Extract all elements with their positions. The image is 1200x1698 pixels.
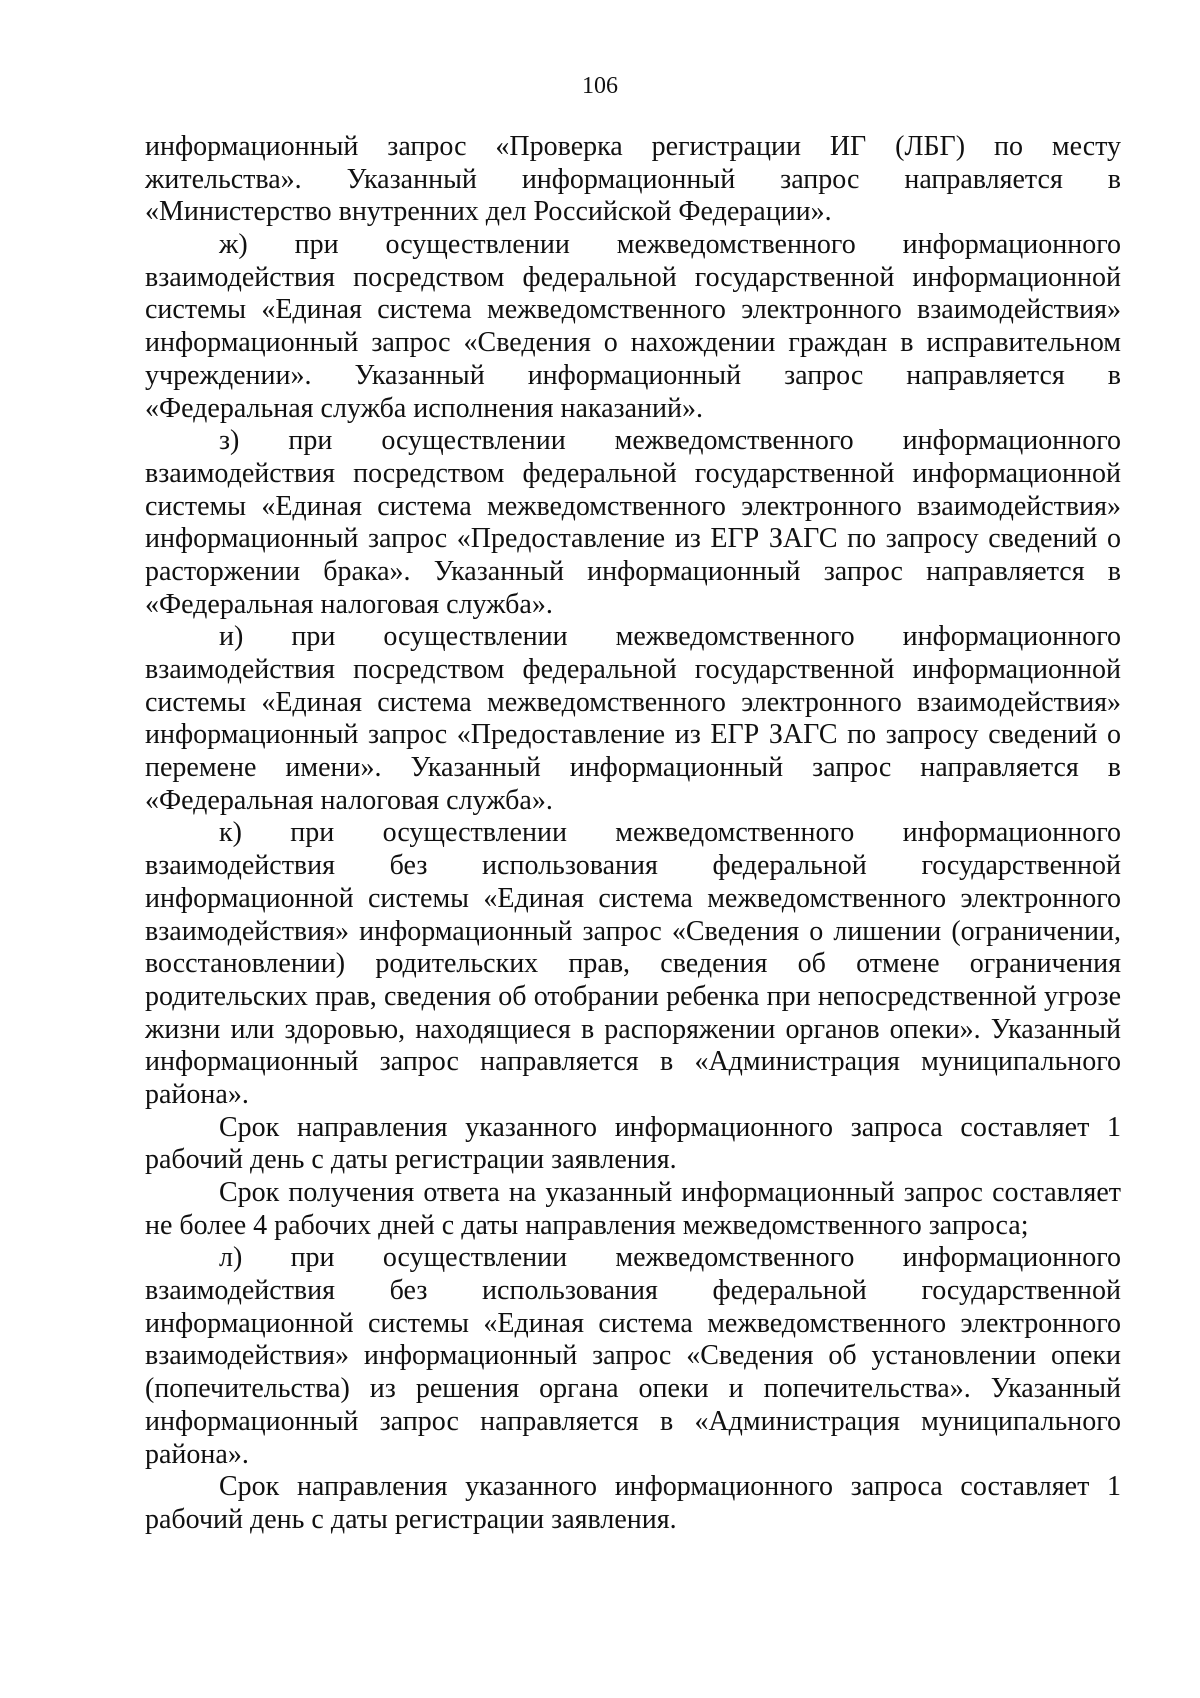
text-line: информационной системы «Единая система межведомственного электронного (145, 882, 1121, 914)
text-line: района». (145, 1078, 249, 1110)
text-line: системы «Единая система межведомственного электронного взаимодействия» (145, 686, 1121, 718)
text-line: жительства». Указанный информационный запрос направляется в (145, 163, 1121, 195)
text-line: информационный запрос направляется в «Администрация муниципального (145, 1405, 1121, 1437)
text-line: системы «Единая система межведомственного электронного взаимодействия» (145, 294, 1121, 326)
text-line: перемене имени». Указанный информационный запрос направляется в (145, 752, 1121, 784)
text-line: взаимодействия» информационный запрос «Сведения о лишении (ограничении, (145, 915, 1121, 947)
text-line: системы «Единая система межведомственного электронного взаимодействия» (145, 490, 1121, 522)
text-line: информационный запрос «Предоставление из ЕГР ЗАГС по запросу сведений о (145, 523, 1121, 555)
text-line: учреждении». Указанный информационный запрос направляется в (145, 359, 1121, 391)
text-line: информационный запрос «Сведения о нахождении граждан в исправительном (145, 327, 1121, 359)
text-line: родительских прав, сведения об отобрании ребенка при непосредственной угрозе (145, 980, 1121, 1012)
text-line: к) при осуществлении межведомственного информационного (219, 817, 1121, 849)
text-line: взаимодействия без использования федеральной государственной (145, 850, 1121, 882)
text-line: ж) при осуществлении межведомственного информационного (219, 229, 1121, 261)
text-line: (попечительства) из решения органа опеки и попечительства». Указанный (145, 1373, 1121, 1405)
page-number: 106 (582, 73, 618, 99)
text-line: л) при осуществлении межведомственного информационного (219, 1242, 1121, 1274)
text-line: з) при осуществлении межведомственного информационного (219, 425, 1121, 457)
text-line: взаимодействия посредством федеральной государственной информационной (145, 261, 1121, 293)
text-line: взаимодействия посредством федеральной государственной информационной (145, 654, 1121, 685)
text-line: не более 4 рабочих дней с даты направления межведомственного запроса; (145, 1209, 1029, 1241)
text-line: жизни или здоровью, находящиеся в распоряжении органов опеки». Указанный (145, 1013, 1121, 1045)
text-line: информационный запрос направляется в «Администрация муниципального (145, 1046, 1121, 1078)
text-line: информационный запрос «Предоставление из ЕГР ЗАГС по запросу сведений о (145, 719, 1121, 751)
text-line: взаимодействия» информационный запрос «Сведения об установлении опеки (145, 1340, 1121, 1372)
text-line: рабочий день с даты регистрации заявления. (145, 1503, 677, 1535)
text-line: «Федеральная служба исполнения наказаний». (145, 392, 703, 424)
text-line: «Федеральная налоговая служба». (145, 588, 553, 620)
text-line: «Федеральная налоговая служба». (145, 784, 553, 816)
text-line: взаимодействия посредством федеральной государственной информационной (145, 457, 1121, 489)
document-body (145, 131, 1121, 1537)
text-line: взаимодействия без использования федеральной государственной (145, 1275, 1121, 1307)
text-line: Срок получения ответа на указанный информационный запрос составляет (219, 1177, 1121, 1208)
text-line: расторжении брака». Указанный информационный запрос направляется в (145, 555, 1121, 587)
text-line: информационный запрос «Проверка регистрации ИГ (ЛБГ) по месту (145, 131, 1121, 162)
text-line: восстановлении) родительских прав, сведения об отмене ограничения (145, 948, 1121, 980)
text-line: рабочий день с даты регистрации заявления. (145, 1144, 677, 1176)
text-line: информационной системы «Единая система межведомственного электронного (145, 1307, 1121, 1339)
text-line: «Министерство внутренних дел Российской Федерации». (145, 196, 832, 228)
text-line: Срок направления указанного информационного запроса составляет 1 (219, 1111, 1121, 1143)
text-line: района». (145, 1438, 249, 1470)
text-line: и) при осуществлении межведомственного информационного (219, 621, 1121, 653)
text-line: Срок направления указанного информационного запроса составляет 1 (219, 1471, 1121, 1503)
